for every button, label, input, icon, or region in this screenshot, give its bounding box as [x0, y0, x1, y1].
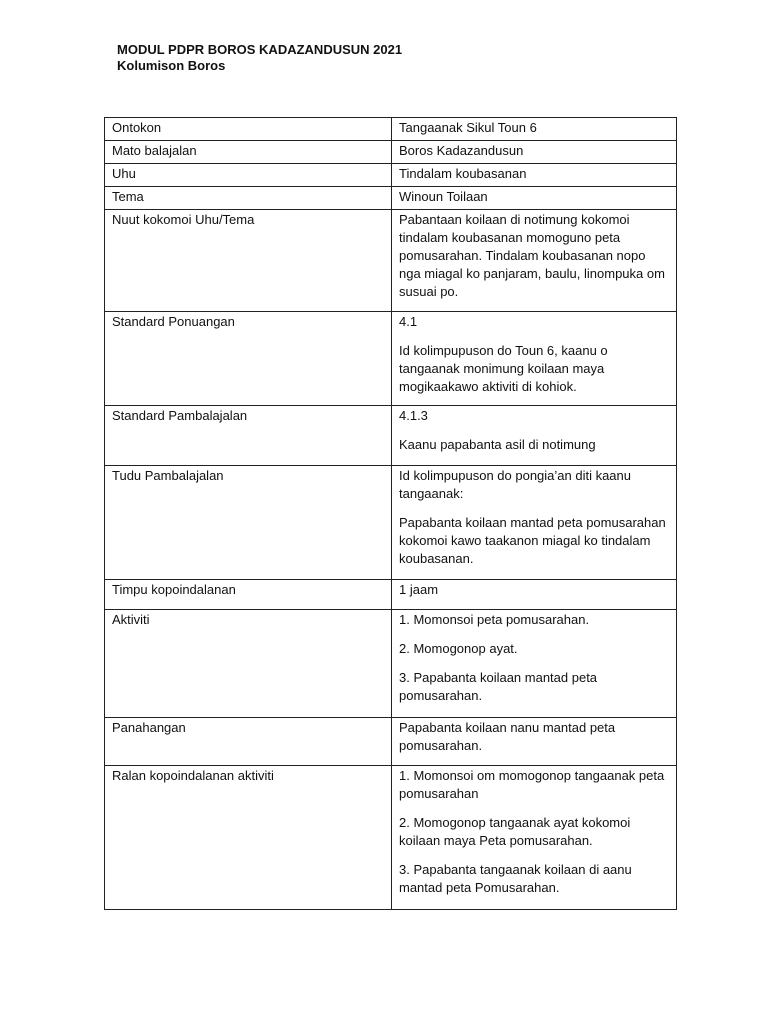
document-title: MODUL PDPR BOROS KADAZANDUSUN 2021 — [117, 42, 403, 57]
table-row — [105, 187, 677, 210]
table-row — [105, 466, 677, 580]
row-value-text: 1. Momonsoi peta pomusarahan. — [399, 612, 590, 627]
row-value — [392, 406, 677, 466]
row-value-text: Tindalam koubasanan — [399, 166, 527, 181]
table-row — [105, 312, 677, 406]
row-label: Standard Pambalajalan — [105, 406, 392, 466]
row-value — [392, 164, 677, 187]
table-row — [105, 164, 677, 187]
row-value — [392, 312, 677, 406]
row-label: Ralan kopoindalanan aktiviti — [105, 766, 392, 910]
row-value-text: Papabanta koilaan mantad peta pomusarahan kokomoi kawo taakanon miagal ko tindalam koubasanan. — [399, 515, 666, 566]
row-value — [392, 610, 677, 718]
row-value-text: Boros Kadazandusun — [399, 143, 524, 158]
row-value-text: Winoun Toilaan — [399, 189, 488, 204]
row-value — [392, 718, 677, 766]
row-label: Tema — [105, 187, 392, 210]
row-label: Aktiviti — [105, 610, 392, 718]
row-value-text: 1. Momonsoi om momogonop tangaanak peta pomusarahan — [399, 768, 665, 801]
table-row — [105, 406, 677, 466]
row-label: Standard Ponuangan — [105, 312, 392, 406]
table-row — [105, 141, 677, 164]
row-value — [392, 187, 677, 210]
row-value — [392, 580, 677, 610]
row-label: Ontokon — [105, 118, 392, 141]
row-value-text: Id kolimpupuson do Toun 6, kaanu o tangaanak monimung koilaan maya mogikaakawo aktiviti di kohiok. — [399, 343, 608, 394]
document-subtitle: Kolumison Boros — [117, 58, 226, 73]
row-label: Mato balajalan — [105, 141, 392, 164]
row-value-text: 2. Momogonop tangaanak ayat kokomoi koilaan maya Peta pomusarahan. — [399, 815, 631, 848]
lesson-plan-table — [104, 117, 677, 910]
document-header — [117, 42, 402, 74]
table-row — [105, 610, 677, 718]
row-label: Nuut kokomoi Uhu/Tema — [105, 210, 392, 312]
row-label: Panahangan — [105, 718, 392, 766]
row-value — [392, 141, 677, 164]
row-value-text: Tangaanak Sikul Toun 6 — [399, 120, 537, 135]
table-row — [105, 718, 677, 766]
row-value — [392, 466, 677, 580]
row-value-text: Pabantaan koilaan di notimung kokomoi tindalam koubasanan momoguno peta pomusarahan. Tindalam koubasanan nopo nga miagal ko panjaram, baulu, linompuka om susuai po. — [399, 212, 665, 299]
row-value-text: Id kolimpupuson do pongia’an diti kaanu tangaanak: — [399, 468, 632, 501]
row-label: Uhu — [105, 164, 392, 187]
row-label: Tudu Pambalajalan — [105, 466, 392, 580]
row-value — [392, 210, 677, 312]
table-row — [105, 210, 677, 312]
row-value — [392, 766, 677, 910]
row-value-text: 3. Papabanta koilaan mantad peta pomusarahan. — [399, 670, 598, 703]
table-row — [105, 580, 677, 610]
row-value-text: Papabanta koilaan nanu mantad peta pomusarahan. — [399, 720, 616, 753]
row-value-text: 4.1 — [399, 314, 418, 329]
row-value-text: 4.1.3 — [399, 408, 428, 423]
table-row — [105, 766, 677, 910]
table-row — [105, 118, 677, 141]
row-value-text: 2. Momogonop ayat. — [399, 641, 518, 656]
row-value-text: 3. Papabanta tangaanak koilaan di aanu mantad peta Pomusarahan. — [399, 862, 632, 895]
row-value-text: Kaanu papabanta asil di notimung — [399, 437, 596, 452]
row-value — [392, 118, 677, 141]
row-value-text: 1 jaam — [399, 582, 439, 597]
row-label: Timpu kopoindalanan — [105, 580, 392, 610]
